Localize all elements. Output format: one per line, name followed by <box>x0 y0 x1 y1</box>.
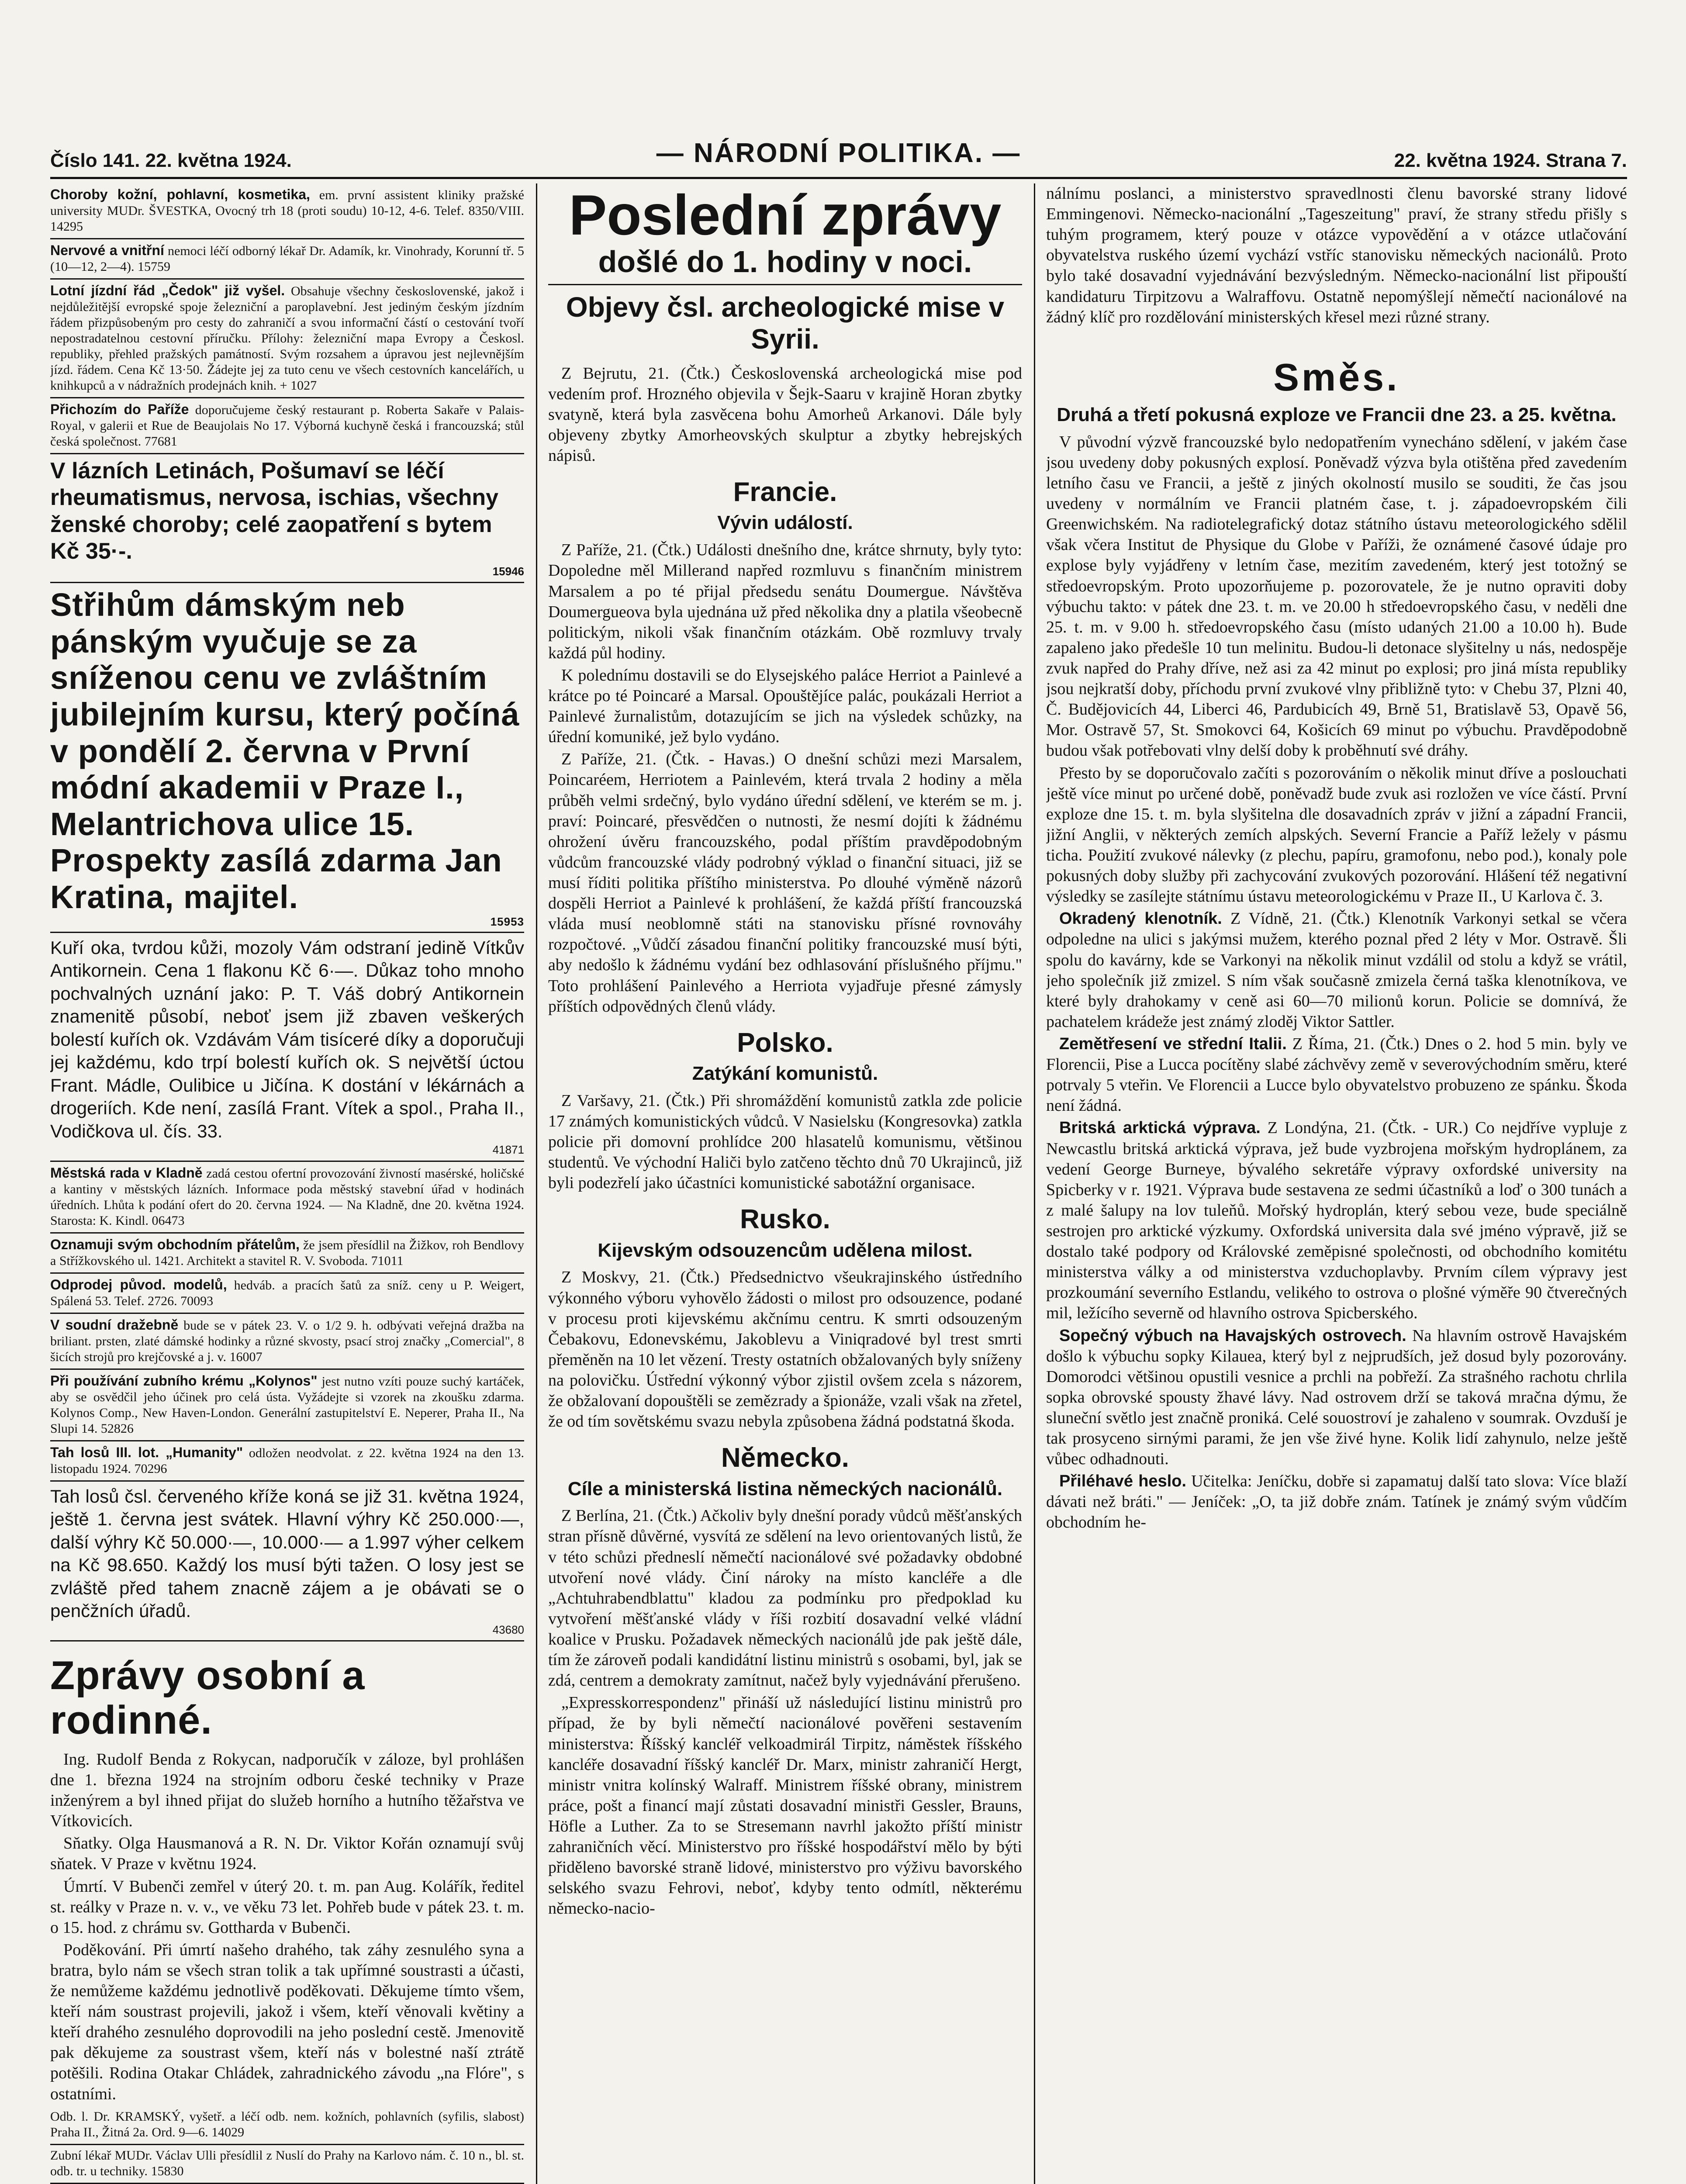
column-divider <box>536 183 537 2184</box>
news-paragraph: Z Bejrutu, 21. (Čtk.) Československá archeologická mise pod vedením prof. Hrozného objevila v Šejk-Saaru v krajině Horan zbytky svatyně, která byla zasvěcena bohu Amorheů Arkanovi. Dále byly objeveny zbytky Amorheovských skulptur a zbytky hebrejských nápisů. <box>548 364 1022 465</box>
ad-item: Při používání zubního krému „Kolynos" jest nutno vzíti pouze suchý kartáček, aby se osvědčil jeho účinek pro celá ústa. Vyžádejte si vzorek na zkoušku zdarma. Kolynos Comp., New Haven-London. Generální zastupitelství E. Neperer, Praha II., Na Slupi 14. 52826 <box>50 1370 524 1441</box>
news-paragraph: Sňatky. Olga Hausmanová a R. N. Dr. Viktor Kořán oznamují svůj sňatek. V Praze v květnu 1924. <box>50 1834 524 1873</box>
news-paragraph: Přesto by se doporučovalo začíti s pozorováním o několik minut dříve a poslouchati ještě více minut po určené době, poněvadž bude zvuk asi rozložen ve více částí. První exploze dne 15. t. m. byla slyšitelna dle dosavadních zpráv v jižní a západní Francii, jižní Anglii, v některých zemích alpských. Severní Francie a Paříž ležely v pásmu ticha. Použití zvukové nálevky (z plechu, papíru, gramofonu, nebo pod.), konaly pole pokusných doby služby při zachycování zvukových pozorování. Hlášení též negativní výsledky se zasílejte státnímu ústavu meteorologickému v Praze II., U Karlova č. 3. <box>1046 764 1627 906</box>
news-item: Okradený klenotník. Z Vídně, 21. (Čtk.) Klenotník Varkonyi setkal se včera odpoledne na ulici s jakýmsi mužem, kterého poznal před 2 léty v Mor. Ostravě. Šli spolu do kavárny, kde se Varkonyi na několik minut vzdálil od stolu a když se vrátil, jeho společník již zmizel. S ním však současně zmizela černá taška klenotníkova, ve které byly drahokamy v ceně asi 60—70 milionů korun. Policie se domnívá, že pachatelem krádeže jest známý zloděj Viktor Sattler. <box>1046 909 1627 1031</box>
issue-number: Číslo 141. 22. května 1924. <box>50 149 292 171</box>
news-paragraph: Z Berlína, 21. (Čtk.) Ačkoliv byly dnešní porady vůdců měšťanských stran přísně důvěrné, vysvítá ze sdělení na levo orientovaných listů, že v této schůzi předneslí němečtí nacionálové své požadavky obdobné utvoření nové vlády. Činí nároky na místo kancléře a dle „Achtuhrabendblattu" kladou za podmínku pro předpoklad ku vytvoření měšťanské vlády v říši rozbití dosavadní velké vládní koalice v Prusku. Požadavek německých nacionálů jde pak ještě dále, tím že zároveň podali kandidátní listinu ministrů s osobami, byl, jak se zdá, centrem a demokraty zamítnut, načež byly vyjednávání přerušeno. <box>548 1507 1022 1690</box>
ad-item: Městská rada v Kladně zadá cestou ofertní provozování živností masérské, holičské a kantiny v městských lázních. Informace poda městský stavební úřad v hodinách úředních. Lhůta k podání ofert do 20. června 1924. — Na Kladně, dne 20. května 1924. Starosta: K. Kindl. 06473 <box>50 1162 524 1234</box>
news-paragraph: Z Varšavy, 21. (Čtk.) Při shromáždění komunistů zatkla zde policie 17 známých komunistických vůdců. V Nasielsku (Kongresovka) zatkla policie při domovní prohlídce 200 hlasatelů komunismu, většinou studentů. Ve východní Haliči bylo zatčeno těchto dnů 70 Ukrajinců, již byli podezřelí jako účastníci komunistické sabotážní organisace. <box>548 1091 1022 1192</box>
column-latest-news <box>548 183 1022 2184</box>
ad-item: V soudní dražebně bude se v pátek 23. V. o 1/2 9. h. odbývati veřejná dražba na briliant. prsten, zlaté dámské hodinky a různé skvosty, psací stroj značky „Comercial", 8 šicích strojů pro krejčovské a j. v. 16007 <box>50 1314 524 1370</box>
news-paragraph: V původní výzvě francouzské bylo nedopatřením vynecháno sdělení, v jakém čase jsou uvedeny doby pokusných explosí. Poněvadž výzva byla otištěna před zavedením letního času ve Francii, a ještě z jiných okolností musilo se souditi, že čas jsou uvedeny v normálním ve Francii platném čase, t. j. západoevropském čili Greenwichském. Na radiotelegrafický dotaz státního ústavu meteorologického sdělil však včera Institut de Physique du Globe v Paříži, že oznámené časové údaje pro explose byly vyjádřeny v letním čase, mezitím zavedeném, který jest totožný se středoevropským. Proto upozorňujeme p. pozorovatele, že je nutno opraviti doby výbuchu takto: v pátek dne 23. t. m. ve 20.00 h středoevropského času, v neděli dne 25. t. m. v 9.00 h. středoevropského času (místo udaných 21.00 a 10.00 h). Bude zapaleno jako předešle 10 tun melinitu. Budou-li detonace slyšitelny u nás, nedospěje zvuk napřed do Prahy dříve, než asi za 42 minut po explosi; pro jiná místa republiky jsou nejkratší doby, příchodu první zvukové vlny přibližně tyto: v Chebu 37, Plzni 40, Č. Budějovicích 44, Liberci 46, Pardubicích 49, Brně 51, Bratislavě 53, Opavě 56, Mor. Ostravě 57, St. Smokovci 64, Košicích 69 minut po výbuchu. Pravděpodobně budou však potřebovati vlny delší doby k proběhnutí své dráhy. <box>1046 432 1627 760</box>
ad-item: Tah losů III. lot. „Humanity" odložen neodvolat. z 22. května 1924 na den 13. listopadu 1924. 70296 <box>50 1441 524 1482</box>
ad-letiny: V lázních Letinách, Pošumaví se léčí rheumatismus, nervosa, ischias, všechny ženské choroby; celé zaopatření s bytem Kč 35·-. 15946 <box>50 454 524 583</box>
ad-item: Odprodej původ. modelů, hedváb. a pracích šatů za sníž. ceny u P. Weigert, Spálená 53. Telef. 2726. 70093 <box>50 1274 524 1314</box>
news-paragraph: „Expresskorrespondenz" přináší už následující listinu ministrů pro případ, že by byli němečtí nacionálové pověřeni sestavením ministerstva: Říšský kancléř velkoadmirál Tirpitz, náměstek říšského kancléře dosavadní říšský kancléř Dr. Marx, ministr zahraničí Hergt, ministr vnitra kolínský Walraff. Ministrem říšské obrany, ministrem práce, pošt a financí mají zůstati dosavadní ministři Gessler, Brauns, Höfle a Luther. Za to se Stresemann navrhl jakožto příští ministr zahraničních věcí. Ministerstvo pro říšské hospodářství mělo by býti přiděleno bavorské straně lidové, ministerstvo pro výživu bavorského selského svazu Fehrovi, neboť, kdyby tento odmítl, některému německo-nacio- <box>548 1693 1022 1918</box>
ad-item: Odb. l. Dr. KRAMSKÝ, vyšetř. a léčí odb. nem. kožních, pohlavních (syfilis, slabost) Praha II., Žitná 2a. Ord. 9—6. 14029 <box>50 2106 524 2145</box>
country-heading-rusko: Rusko. <box>740 1204 830 1235</box>
ad-cerveny-kriz: Tah losů čsl. červeného kříže koná se již 31. května 1924, ještě 1. června jest svátek. Hlavní výhry Kč 250.000·—, další výhry Kč 50.000·—, 10.000·— a 1.997 výher celkem na Kč 98.650. Každý los musí býti tažen. O losy jest se zvláště před tahem znacně zájem a je obávati se o penčžních úřadů. 43680 <box>50 1482 524 1642</box>
news-paragraph: Z Moskvy, 21. (Čtk.) Předsednictvo všeukrajinského ústředního výkonného výboru vyhovělo žádosti o milost pro odsouzence, podané v procesu proti kijevskému akčnímu centru. K smrti odsouzeným Čebakovu, Edonevskému, Jakoblevu a Viniqradové byl trest smrti přeměněn na 10 let vězení. Tresty ostatních obžalovaných byly sníženy na polovičku. Ústřední výkonný výbor zjistil ovšem zcela s názorem, že obžalovaní dopouštěli se zemězrady a špionáže, vzali však na zřetel, že od tím sovětskému svazu nebyla způsobena žádná podstatná škoda. <box>548 1268 1022 1431</box>
subheading: Zatýkání komunistů. <box>692 1063 878 1085</box>
subheading: Kijevským odsouzencům udělena milost. <box>598 1239 973 1261</box>
country-heading-francie: Francie. <box>733 477 837 508</box>
ad-item: Oznamuji svým obchodním přátelům, že jsem přesídlil na Žižkov, roh Bendlovy a Střížkovského ul. 1421. Architekt a stavitel R. V. Svoboda. 71011 <box>50 1234 524 1274</box>
column-miscellany <box>1046 183 1627 2184</box>
country-heading-nemecko: Německo. <box>721 1443 849 1473</box>
subheading: Vývin událostí. <box>717 512 853 534</box>
section-heading-zpravy: Zprávy osobní a rodinné. <box>50 1653 365 1742</box>
news-item: Britská arktická výprava. Z Londýna, 21. (Čtk. - UR.) Co nejdříve vypluje z Newcastlu britská arktická výprava, jež bude vyzbrojena mořským hydroplánem, za vedení George Burneye, bývalého sekretáře výpravy oxfordské university na Spicberky v r. 1921. Výprava bude sestavena ze sedmi účastníků a loď o 300 tunách a z malé šalupy na lov tuleňů. Mořský hydroplán, který sebou veze, bude speciálně sestrojen pro arktické výzkumy. Oxfordská universita dala své jméno výpravě, již se dostalo také podpory od Královské zeměpisné společnosti, od obchodního komitétu ministerstva války a od ministerstva vzduchoplavby. Prvním cílem výpravy jest prozkoumání severního Estlandu, velikého to ostrova o plošné výměře 90 čtverečných mil, ležícího severně od hlavního ostrova Spicberského. <box>1046 1119 1627 1323</box>
ad-item: Nervové a vnitřní nemoci léčí odborný lékař Dr. Adamík, kr. Vinohrady, Korunní tř. 5 (10—12, 2—4). 15759 <box>50 239 524 280</box>
ad-kratina: Střihům dámským neb pánským vyučuje se za sníženou cenu ve zvláštním jubilejním kursu, který počíná v pondělí 2. června v První módní akademii v Praze I., Melantrichova ulice 15. Prospekty zasílá zdarma Jan Kratina, majitel. 15953 <box>50 583 524 933</box>
latest-news-title: Poslední zprávy <box>569 183 1002 247</box>
newspaper-title: — NÁRODNÍ POLITIKA. — <box>656 138 1021 168</box>
ad-antikornein: Kuří oka, tvrdou kůži, mozoly Vám odstraní jedině Vítkův Antikornein. Cena 1 flakonu Kč 6·—. Důkaz toho mnoho pochvalných uznání jako: P. T. Váš dobrý Antikornein znamenitě působí, neboť jsem již zbaven veškerých bolestí kuřích ok. Vzdávám Vám tisíceré díky a doporučuji jej každému, kdo trpí bolestí kuřích ok. S největší úctou Frant. Mádle, Oulibice u Jičína. K dostání v lékárnách a drogeriích. Kde není, zasílá Frant. Vítek a spol., Praha II., Vodičkova ul. čís. 33. 41871 <box>50 933 524 1162</box>
subheading: Cíle a ministerská listina německých nacionálů. <box>567 1478 1003 1500</box>
news-paragraph: nálnímu poslanci, a ministerstvo spravedlnosti členu bavorské strany lidové Emmingenovi. Německo-nacionální „Tageszeitung" praví, že strany středu přišly s tuhým programem, který pouze v otázce vypovědění a v otázce utlačování obyvatelstva ruského území vychází vstříc stanovisku německých nacionálů. Proto bylo také dosavadní vyjednávání bezvýsledným. Německo-nacionální list připouští kandidaturu Tirpitzovu a Walraffovu. Ostatně nepomýšlejí němečtí nacionálové na žádný klíč pro rozdělování ministerských křesel mezi různé strany. <box>1046 184 1627 326</box>
news-paragraph: Z Paříže, 21. (Čtk.) Události dnešního dne, krátce shrnuty, byly tyto: Dopoledne měl Millerand napřed rozmluvu s finančním ministrem Marsalem a po té přijal předsedu senátu Doumergue. Návštěva Doumergueova byla ujednána už před několika dny a platila všeobecně politickým, nikoli však finančním otázkám. Obě rozmluvy trvaly každá půl hodiny. <box>548 541 1022 662</box>
news-paragraph: Úmrtí. V Bubenči zemřel v úterý 20. t. m. pan Aug. Kolářík, ředitel st. reálky v Praze n. v. v., ve věku 73 let. Pohřeb bude v pátek 23. t. m. o 15. hod. z chrámu sv. Gottharda v Bubenči. <box>50 1877 524 1937</box>
news-item: Přiléhavé heslo. Učitelka: Jeníčku, dobře si zapamatuj další tato slova: Více blaží dávati než bráti." — Jeníček: „O, ta již dobře znám. Tatínek je známý svým vůdčím obchodním he- <box>1046 1472 1627 1532</box>
news-item: Zemětřesení ve střední Italii. Z Říma, 21. (Čtk.) Dnes o 2. hod 5 min. byly ve Florencii, Pise a Lucca pocítěny slabé záchvěvy země v severovýchodním směru, které potrvaly 5 vteřin. Ve Florencii a Lucce bylo obyvatelstvo probuzeno ze spánku. Škoda není žádná. <box>1046 1034 1627 1115</box>
ad-item: Lotní jízdní řád „Čedok" již vyšel. Obsahuje všechny československé, jakož i nejdůležitější evropské spoje železniční a paroplavební. Jest jediným českým jízdním řádem přizpůsobeným pro cesty do zahraničí a svou informační částí o cestování tvoří nepostradatelnou cestovní příručku. Přílohy: železniční mapa Evropy a Českosl. republiky, přehled pražských památností. Svým rozsahem a úpravou jest nejlevnějším jízd. řádem. Cena Kč 13·50. Žádejte jej za tuto cenu ve všech cestovních kancelářích, u knihkupců a v nádražních prodejnách knih. + 1027 <box>50 280 524 398</box>
ad-item: Choroby kožní, pohlavní, kosmetika, em. první assistent kliniky pražské university MUDr. ŠVESTKA, Ovocný trh 18 (proti soudu) 10-12, 4-6. Telef. 8350/VIII. 14295 <box>50 183 524 239</box>
latest-news-subtitle: došlé do 1. hodiny v noci. <box>548 245 1022 285</box>
news-item: Sopečný výbuch na Havajských ostrovech. Na hlavním ostrově Havajském došlo k výbuchu sopky Kilauea, který byl z nejprudších, jež dosud byly pozorovány. Domorodci většinou opustili vesnice a prchli na pobřeží. Za strašného rachotu chrlila sopka obrovské spousty žhavé lávy. Nad ostrovem drží se taková mračna dýmu, že sluneční světlo jest značně proniká. Celé souostroví je zahaleno v soumrak. Ovzduší je tak prosyceno sirnými parami, že jen vše živé hyne. Kolik lidí zahynulo, nelze ještě vůbec odhadnouti. <box>1046 1326 1627 1469</box>
news-paragraph: Ing. Rudolf Benda z Rokycan, nadporučík v záloze, byl prohlášen dne 1. března 1924 na strojním odboru české techniky v Praze inženýrem a byl ihned přijat do služeb horního a hutního těžařstva ve Vítkovicích. <box>50 1750 524 1831</box>
section-heading-smes: Směs. <box>1273 355 1400 399</box>
headline-syrie: Objevy čsl. archeologické mise v Syrii. <box>566 291 1005 355</box>
page-number: 22. května 1924. Strana 7. <box>1394 149 1627 171</box>
news-paragraph: K polednímu dostavili se do Elysejského paláce Herriot a Painlevé a krátce po té Poincaré a Marsal. Opouštějíce palác, poukázali Herriot a Painlevé žurnalistům, dotazujícím se jich na výsledek schůzky, na úřední komuniké, jež bylo vydáno. <box>548 666 1022 746</box>
page-header <box>50 138 1627 179</box>
ad-item: Zubní lékař MUDr. Václav Ulli přesídlil z Nuslí do Prahy na Karlovo nám. č. 10 n., bl. st. odb. tr. u techniky. 15830 <box>50 2145 524 2184</box>
column-advertisements <box>50 183 524 2184</box>
ad-item: Přichozím do Paříže doporučujeme český restaurant p. Roberta Sakaře v Palais-Royal, v galerii et Rue de Beaujolais No 17. Výborná kuchyně česká i francouzská; stůl česká společnost. 77681 <box>50 398 524 454</box>
subheading: Druhá a třetí pokusná exploze ve Francii dne 23. a 25. května. <box>1057 404 1617 425</box>
country-heading-polsko: Polsko. <box>737 1027 833 1058</box>
news-paragraph: Poděkování. Při úmrtí našeho drahého, tak záhy zesnulého syna a bratra, bylo nám se všech stran tolik a tak upřímné soustrasti a účasti, že nemůžeme každému jednotlivě poděkovati. Děkujeme tímto všem, kteří nám soustrast projevili, jakož i všem, kteří věnovali květiny a kteří drahého zesnulého doprovodili na jeho poslední cestě. Jmenovitě pak děkujeme za soustrast všem, kteří nás v bolestné naší ztrátě potěšili. Rodina Otakar Chládek, zahradnického závodu „na Flóre", s ostatními. <box>50 1940 524 2103</box>
news-paragraph: Z Paříže, 21. (Čtk. - Havas.) O dnešní schůzi mezi Marsalem, Poincaréem, Herriotem a Painlevém, která trvala 2 hodiny a měla průběh velmi srdečný, bylo vydáno úřední sdělení, ve kterém se m. j. praví: Poincaré, přesvědčen o nutnosti, že nesmí dojíti k žádnému ohrožení úvěru francouzského, podal příštím pravděpodobným vůdcům francouzské vlády podrobný výklad o finanční situaci, již se musí říditi politika příštího ministerstva. Po dlouhé výměně názorů dospěli Herriot a Painlevé k prohlášení, že každá příští francouzská vláda musí neoblomně státi na stanovisku přísné rovnováhy rozpočtové. „Vůdčí zásadou finanční politiky francouzské musí býti, aby nedošlo k žádnému vydání bez odhlasování příslušného příjmu." Toto prohlášení Painlevého a Herriota vyjadřuje přesné zámysly příštích odpovědných členů vlády. <box>548 750 1022 1016</box>
column-divider <box>1034 183 1035 2184</box>
